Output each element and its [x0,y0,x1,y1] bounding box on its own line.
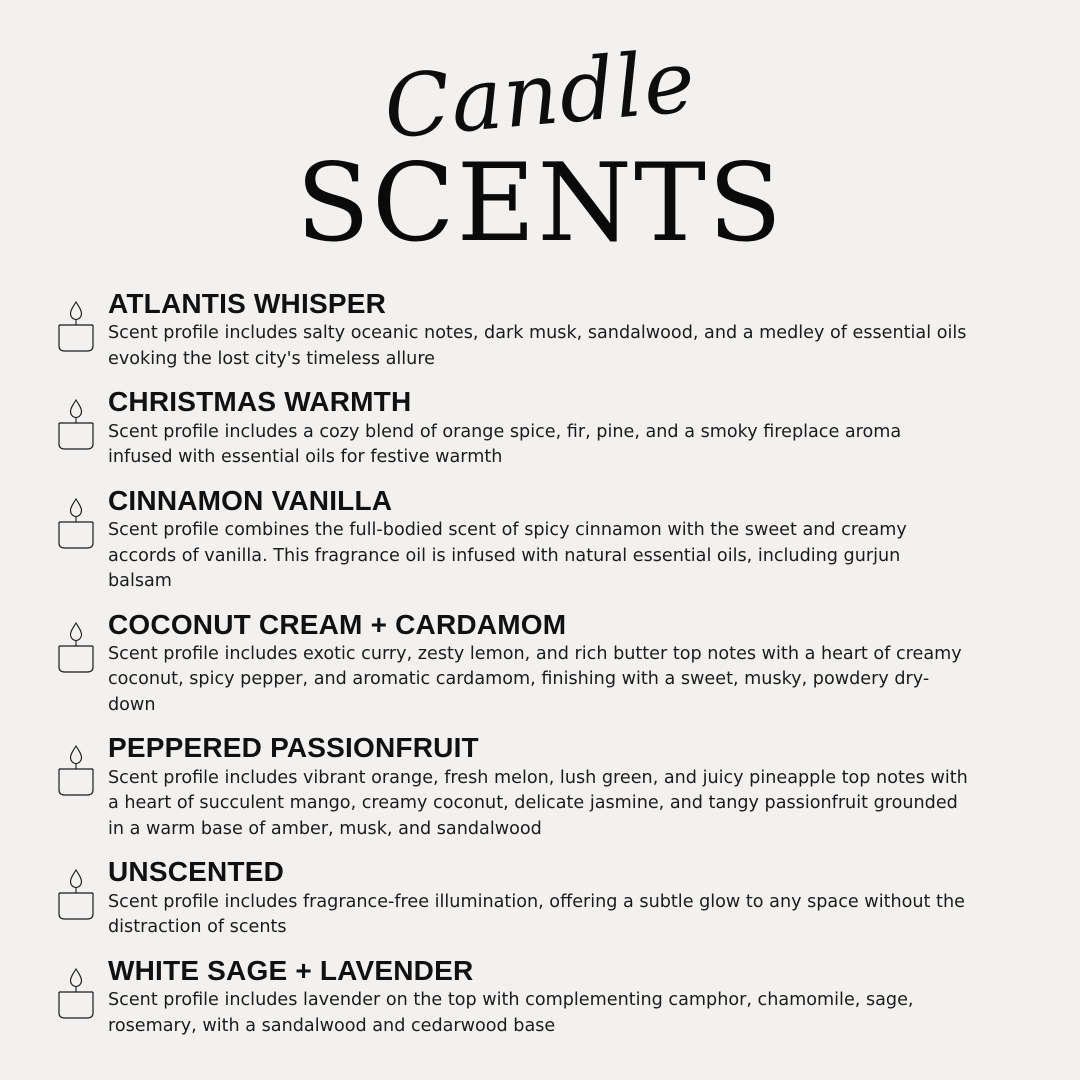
scent-text [108,856,1024,940]
scent-text [108,955,1024,1039]
candle-icon [50,296,102,354]
candle-icon [50,740,102,798]
list-item [50,732,1024,842]
header-script-word: Candle [380,31,700,159]
list-item [50,609,1024,719]
scent-description: Scent profile includes exotic curry, zesty lemon, and rich butter top notes with a heart of creamy coconut, spicy pepper, and aromatic cardamom, finishing with a sweet, musky, powdery dry-down [108,643,962,715]
scent-name: CHRISTMAS WARMTH [108,386,412,418]
scent-name: PEPPERED PASSIONFRUIT [108,732,479,764]
scent-name: CINNAMON VANILLA [108,484,393,516]
candle-icon [50,963,102,1021]
scent-description: Scent profile combines the full-bodied scent of spicy cinnamon with the sweet and creamy accords of vanilla. This fragrance oil is infused with natural essential oils, including gurjun balsam [108,520,907,592]
scent-text [108,485,1024,595]
page-title: SCENTS [296,141,784,266]
poster-header [0,0,1080,280]
scent-text [108,288,1024,372]
scent-text [108,609,1024,719]
candle-icon [50,493,102,551]
candle-icon [50,394,102,452]
scent-description: Scent profile includes fragrance-free illumination, offering a subtle glow to any space without the distraction of scents [108,891,965,938]
scent-description: Scent profile includes vibrant orange, fresh melon, lush green, and juicy pineapple top notes with a heart of succulent mango, creamy coconut, delicate jasmine, and tangy passionfruit grounded in a warm base of amber, musk, and sandalwood [108,767,968,839]
list-item [50,955,1024,1039]
scent-description: Scent profile includes salty oceanic notes, dark musk, sandalwood, and a medley of essential oils evoking the lost city's timeless allure [108,323,967,369]
list-item [50,386,1024,470]
list-item [50,856,1024,940]
scent-description: Scent profile includes lavender on the top with complementing camphor, chamomile, sage, rosemary, with a sandalwood and cedarwood base [108,990,914,1036]
scent-text [108,732,1024,842]
list-item [50,288,1024,372]
scent-name: COCONUT CREAM + CARDAMOM [108,608,567,640]
candle-icon [50,617,102,675]
candle-icon [50,864,102,922]
scent-description: Scent profile includes a cozy blend of orange spice, fir, pine, and a smoky fireplace aroma infused with essential oils for festive warmth [108,421,902,468]
scent-name: UNSCENTED [108,856,285,888]
list-item [50,485,1024,595]
scent-name: WHITE SAGE + LAVENDER [108,954,474,986]
scent-text [108,386,1024,470]
scent-name: ATLANTIS WHISPER [108,288,387,319]
scent-list [0,280,1080,1039]
